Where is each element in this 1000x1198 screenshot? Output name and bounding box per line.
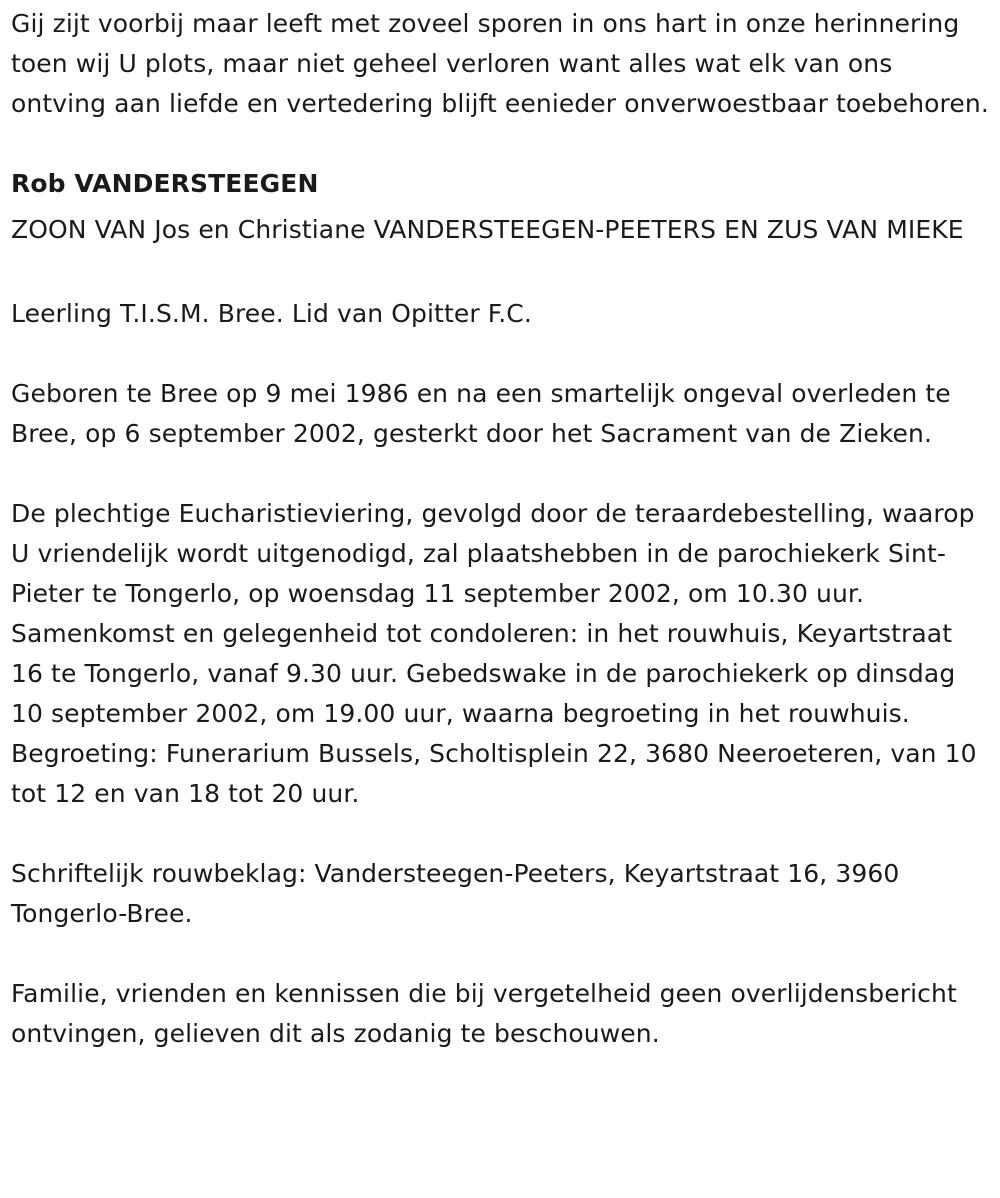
- birth-death-paragraph: Geboren te Bree op 9 mei 1986 en na een smartelijk ongeval overleden te Bree, op 6 september 2002, gesterkt door het Sacrament van de Zieken.: [11, 379, 951, 448]
- affiliation-line: Leerling T.I.S.M. Bree. Lid van Opitter F.C.: [11, 299, 532, 328]
- spacer: [11, 334, 989, 374]
- ceremony-paragraph: De plechtige Eucharistieviering, gevolgd door de teraardebestelling, waarop U vriendelijk wordt uitgenodigd, zal plaatshebben in de parochiekerk Sint-Pieter te Tongerlo, op woensdag 11 september 2002, om 10.30 uur. Samenkomst en gelegenheid tot condoleren: in het rouwhuis, Keyartstraat 16 te Tongerlo, vanaf 9.30 uur. Gebedswake in de parochiekerk op dinsdag 10 september 2002, om 19.00 uur, waarna begroeting in het rouwhuis. Begroeting: Funerarium Bussels, Scholtisplein 22, 3680 Neeroeteren, van 10 tot 12 en van 18 tot 20 uur.: [11, 499, 977, 808]
- condolences-paragraph: Schriftelijk rouwbeklag: Vandersteegen-Peeters, Keyartstraat 16, 3960 Tongerlo-Bree.: [11, 859, 900, 928]
- spacer: [11, 814, 989, 854]
- obituary-notice: [11, 4, 989, 1054]
- spacer: [11, 124, 989, 164]
- closing-paragraph: Familie, vrienden en kennissen die bij vergetelheid geen overlijdensbericht ontvingen, gelieven dit als zodanig te beschouwen.: [11, 979, 957, 1048]
- spacer: [11, 254, 989, 294]
- parents-line: ZOON VAN Jos en Christiane VANDERSTEEGEN-PEETERS EN ZUS VAN MIEKE: [11, 215, 964, 244]
- spacer: [11, 454, 989, 494]
- intro-poem: Gij zijt voorbij maar leeft met zoveel sporen in ons hart in onze herinnering toen wij U plots, maar niet geheel verloren want alles wat elk van ons ontving aan liefde en vertedering blijft eenieder onverwoestbaar toebehoren.: [11, 9, 989, 118]
- spacer: [11, 934, 989, 974]
- deceased-name: Rob VANDERSTEEGEN: [11, 169, 319, 198]
